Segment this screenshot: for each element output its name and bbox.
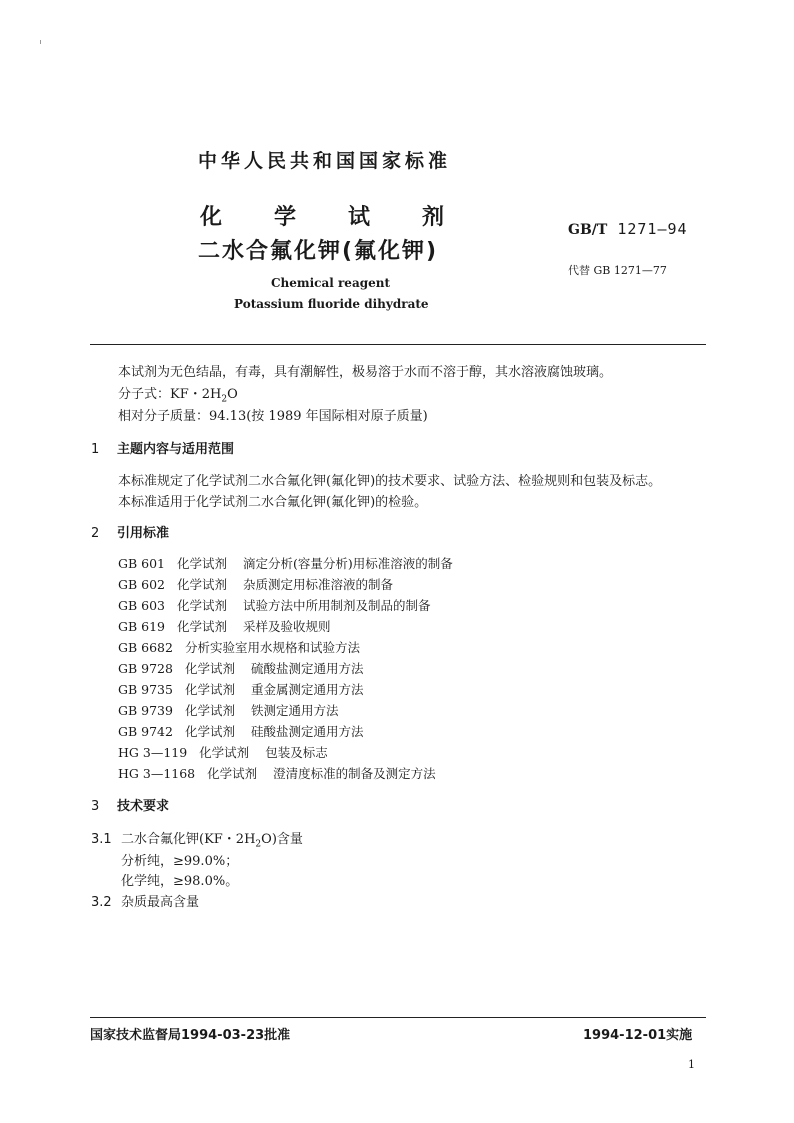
ref-category: 化学试剂: [177, 577, 228, 592]
section-number: 1: [91, 442, 100, 457]
footer-divider: [90, 1017, 706, 1018]
ref-code: GB 602: [118, 577, 166, 592]
standard-prefix: GB/T: [568, 222, 608, 238]
section-title: 引用标准: [117, 526, 170, 541]
title-char: 剂: [421, 205, 444, 230]
section-1-heading: [91, 438, 234, 457]
header-divider: [90, 344, 706, 345]
list-item: [118, 721, 453, 742]
ref-category: 化学试剂: [184, 682, 235, 697]
ref-code: GB 9728: [118, 661, 173, 676]
formula-text-end: O: [227, 387, 238, 402]
formula-subscript: 2: [221, 394, 228, 405]
ref-category: 化学试剂: [177, 598, 228, 613]
section-2-heading: [91, 522, 169, 541]
approval-statement: 国家技术监督局1994-03-23批准: [90, 1028, 291, 1043]
ref-title: 滴定分析(容量分析)用标准溶液的制备: [243, 556, 453, 571]
subsection-3-1-heading: [91, 828, 303, 850]
ref-title: 分析实验室用水规格和试验方法: [184, 640, 360, 655]
ref-code: HG 3—119: [118, 745, 188, 760]
ref-code: GB 603: [118, 598, 166, 613]
formula-subscript: 2: [255, 839, 262, 850]
ref-code: HG 3—1168: [118, 766, 196, 781]
ref-title: 铁测定通用方法: [250, 703, 339, 718]
subsection-title: 杂质最高含量: [121, 895, 200, 910]
list-item: [118, 616, 453, 637]
ref-category: 化学试剂: [177, 556, 228, 571]
list-item: [118, 679, 453, 700]
list-item: [118, 637, 453, 658]
ref-code: GB 619: [118, 619, 166, 634]
subsection-number: 3.2: [91, 895, 112, 910]
title-char: 试: [347, 205, 370, 230]
list-item: [118, 658, 453, 679]
subsection-title-end: O)含量: [261, 832, 303, 847]
margin-mark: [40, 40, 41, 44]
ref-code: GB 601: [118, 556, 166, 571]
page-number: 1: [688, 1058, 695, 1071]
list-item: [118, 763, 453, 784]
section-title: 主题内容与适用范围: [117, 442, 235, 457]
english-title-line-1: Chemical reagent: [271, 276, 391, 290]
purity-chemical-grade: 化学纯，≥98.0%。: [121, 874, 239, 889]
ref-title: 包装及标志: [265, 745, 328, 760]
ref-category: 化学试剂: [184, 724, 235, 739]
document-title-line-1: [200, 200, 444, 231]
ref-code: GB 9735: [118, 682, 173, 697]
document-title-line-2: 二水合氟化钾(氟化钾): [198, 239, 439, 264]
ref-title: 重金属测定通用方法: [250, 682, 364, 697]
section-title: 技术要求: [117, 799, 170, 814]
intro-description: 本试剂为无色结晶，有毒，具有潮解性，极易溶于水而不溶于醇，其水溶液腐蚀玻璃。: [118, 365, 613, 380]
list-item: [118, 574, 453, 595]
ref-category: 化学试剂: [177, 619, 228, 634]
ref-category: 化学试剂: [184, 703, 235, 718]
title-char: 学: [273, 205, 296, 230]
ref-code: GB 9742: [118, 724, 173, 739]
national-standard-title: 中华人民共和国国家标准: [198, 150, 452, 172]
standard-code: [568, 220, 688, 238]
ref-category: 化学试剂: [199, 745, 250, 760]
ref-title: 杂质测定用标准溶液的制备: [243, 577, 394, 592]
list-item: [118, 595, 453, 616]
referenced-standards-list: [118, 553, 453, 784]
ref-title: 硫酸盐测定通用方法: [250, 661, 364, 676]
replaces-note: 代替 GB 1271—77: [568, 264, 667, 277]
ref-category: 化学试剂: [184, 661, 235, 676]
subsection-3-2-heading: [91, 891, 199, 910]
list-item: [118, 553, 453, 574]
section-3-heading: [91, 795, 169, 814]
list-item: [118, 742, 453, 763]
ref-title: 硅酸盐测定通用方法: [250, 724, 364, 739]
list-item: [118, 700, 453, 721]
english-title-line-2: Potassium fluoride dihydrate: [234, 297, 429, 311]
implementation-date: 1994-12-01实施: [583, 1028, 693, 1043]
formula-text: 分子式：KF・2H: [118, 387, 222, 402]
title-char: 化: [200, 205, 223, 230]
section-number: 2: [91, 526, 100, 541]
ref-title: 试验方法中所用制剂及制品的制备: [243, 598, 431, 613]
standard-number: 1271—94: [617, 220, 688, 238]
ref-code: GB 6682: [118, 640, 173, 655]
subsection-number: 3.1: [91, 832, 112, 847]
section-number: 3: [91, 799, 100, 814]
ref-category: 化学试剂: [207, 766, 258, 781]
molecular-mass: 相对分子质量：94.13(按 1989 年国际相对原子质量): [118, 409, 428, 424]
purity-analytical-grade: 分析纯，≥99.0%；: [121, 854, 239, 869]
molecular-formula: [118, 383, 238, 405]
ref-title: 澄清度标准的制备及测定方法: [273, 766, 436, 781]
section-1-paragraph-2: 本标准适用于化学试剂二水合氟化钾(氟化钾)的检验。: [118, 495, 428, 510]
section-1-paragraph-1: 本标准规定了化学试剂二水合氟化钾(氟化钾)的技术要求、试验方法、检验规则和包装及标志。: [118, 474, 662, 489]
ref-code: GB 9739: [118, 703, 173, 718]
ref-title: 采样及验收规则: [243, 619, 331, 634]
subsection-title: 二水合氟化钾(KF・2H: [121, 832, 256, 847]
